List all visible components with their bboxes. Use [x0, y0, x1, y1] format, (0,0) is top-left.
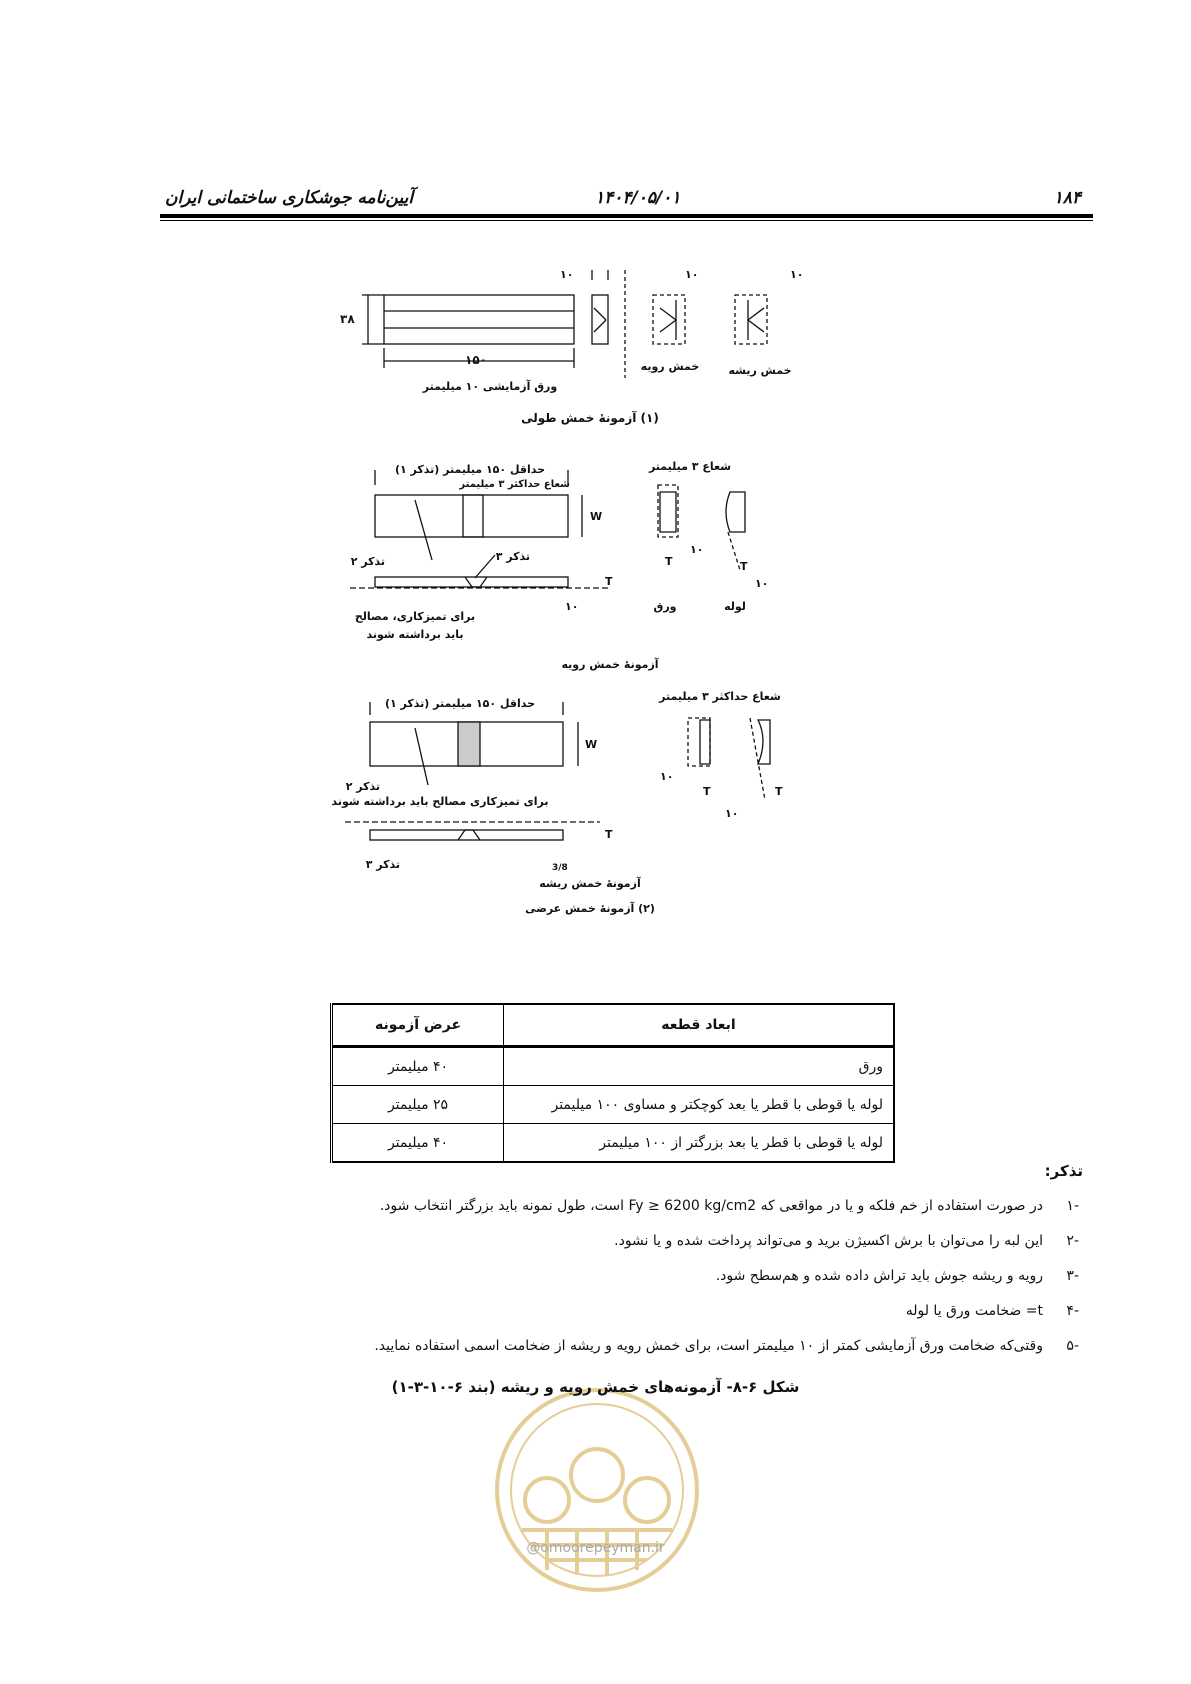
dim-10-face: ۱۰: [565, 600, 579, 613]
caption-longitudinal: (۱) آزمونهٔ خمش طولی: [521, 411, 659, 425]
label-pipe-face: لوله: [724, 600, 746, 613]
dim-10-root-pipe: ۱۰: [725, 807, 739, 820]
note-number: -۴: [1066, 1303, 1079, 1319]
label-T-root-plate: T: [703, 785, 711, 798]
label-face-bend: خمش رویه: [640, 360, 700, 373]
table-cell-width: ۴۰ میلیمتر: [332, 1047, 504, 1086]
table-header-row: [332, 1004, 895, 1047]
dim-10-b: ۱۰: [685, 270, 699, 281]
label-plate-face: ورق: [653, 600, 677, 613]
caption-transverse: (۲) آزمونهٔ خمش عرضی: [525, 902, 655, 915]
dim-10-a: ۱۰: [560, 270, 574, 281]
note-item: [380, 1198, 1079, 1214]
table-header-width: عرض آزمونه: [332, 1004, 504, 1047]
label-T-face-pipe: T: [740, 560, 748, 573]
label-38frac: 3/8: [552, 863, 568, 873]
note-text: این لبه را می‌توان با برش اکسیژن برید و می‌تواند پرداخت شده و یا نشود.: [614, 1233, 1043, 1249]
dim-150-label: ۱۵۰: [465, 353, 487, 367]
label-radius-max3-root: شعاع حداکثر ۳ میلیمتر: [659, 690, 781, 703]
caption-root: آزمونهٔ خمش ریشه: [539, 877, 641, 890]
note-item: [614, 1233, 1079, 1249]
dim-10-face-plate: ۱۰: [690, 543, 704, 556]
dim-10-root-plate: ۱۰: [660, 770, 674, 783]
table-row: [332, 1047, 895, 1086]
label-W-face: W: [590, 510, 603, 523]
label-cleanup2: باید برداشته شوند: [366, 628, 464, 641]
label-cleanup-full: برای تمیزکاری مصالح باید برداشته شوند: [331, 795, 549, 808]
caption-face: آزمونهٔ خمش رویه: [561, 658, 659, 671]
label-note2-root: تذکر ۲: [345, 780, 380, 793]
table-row: [332, 1124, 895, 1163]
note-number: -۵: [1066, 1338, 1079, 1354]
label-radius-max3-face: شعاع حداکثر ۳ میلیمتر: [459, 479, 570, 490]
label-radius3: شعاع ۳ میلیمتر: [648, 460, 732, 473]
note-item: [716, 1268, 1079, 1284]
note-text: t= ضخامت ورق یا لوله: [905, 1303, 1043, 1319]
label-min150-root: حداقل ۱۵۰ میلیمتر (تذکر ۱): [384, 697, 536, 710]
note-number: -۱: [1066, 1198, 1079, 1214]
watermark-site: @omoorepeyman.ir: [526, 1540, 665, 1556]
note-text: وقتی‌که ضخامت ورق آزمایشی کمتر از ۱۰ میلیمتر است، برای خمش رویه و ریشه از ضخامت اسمی استفاده نمایید.: [374, 1338, 1043, 1354]
note-number: -۲: [1066, 1233, 1079, 1249]
long-plate-outline: [384, 295, 574, 344]
label-T-root-pipe: T: [775, 785, 783, 798]
note-item: [906, 1303, 1079, 1319]
label-T-root: T: [605, 828, 613, 841]
label-note3-face: تذکر ۳: [495, 550, 530, 563]
page-number: ۱۸۴: [1053, 188, 1081, 208]
table-cell-part: ورق: [504, 1047, 895, 1086]
specimen-width-table: [330, 1003, 895, 1163]
notes-title: تذکر:: [1044, 1162, 1083, 1180]
label-T-face: T: [605, 575, 613, 588]
table-row: [332, 1086, 895, 1124]
header-title: آیین‌نامه جوشکاری ساختمانی ایران: [165, 188, 414, 208]
dim-10-c: ۱۰: [790, 270, 804, 281]
note-text: رویه و ریشه جوش باید تراش داده شده و هم‌سطح شود.: [715, 1268, 1043, 1284]
note-number: -۳: [1066, 1268, 1079, 1284]
label-W-root: W: [585, 738, 598, 751]
table-cell-part: لوله یا قوطی با قطر یا بعد بزرگتر از ۱۰۰ میلیمتر: [504, 1124, 895, 1163]
dim-38-label: ۳۸: [340, 312, 355, 326]
bend-test-figure: [320, 270, 880, 990]
table-cell-part: لوله یا قوطی با قطر یا بعد کوچکتر و مساوی ۱۰۰ میلیمتر: [504, 1086, 895, 1124]
label-min150-face: حداقل ۱۵۰ میلیمتر (تذکر ۱): [394, 463, 546, 476]
table-cell-width: ۲۵ میلیمتر: [332, 1086, 504, 1124]
label-test-plate: ورق آزمایشی ۱۰ میلیمتر: [422, 380, 558, 393]
header-rule-thick: [160, 214, 1093, 218]
label-note2-face: تذکر ۲: [350, 555, 385, 568]
watermark-stamp-icon: [487, 1380, 707, 1600]
header-date: ۱۴۰۴/۰۵/۰۱: [595, 188, 681, 208]
face-plate-outline: [375, 495, 568, 537]
label-root-bend: خمش ریشه: [728, 364, 792, 377]
table-header-dimensions: ابعاد قطعه: [504, 1004, 895, 1047]
note-text: در صورت استفاده از خم فلکه و یا در مواقعی که Fy ≥ 6200 kg/cm2 است، طول نمونه باید بزرگتر انتخاب شود.: [379, 1198, 1043, 1214]
label-cleanup: برای تمیزکاری، مصالح: [354, 610, 476, 623]
note-item: [374, 1338, 1079, 1354]
figure-caption: شکل ۶-۸- آزمونه‌های خمش رویه و ریشه (بند ۶-۱۰-۳-۱): [391, 1378, 800, 1396]
label-T-face-plate: T: [665, 555, 673, 568]
table-cell-width: ۴۰ میلیمتر: [332, 1124, 504, 1163]
header-rule-thin: [160, 220, 1093, 221]
dim-10-face-pipe: ۱۰: [755, 577, 769, 590]
label-note3-root: تذکر ۳: [365, 858, 400, 871]
